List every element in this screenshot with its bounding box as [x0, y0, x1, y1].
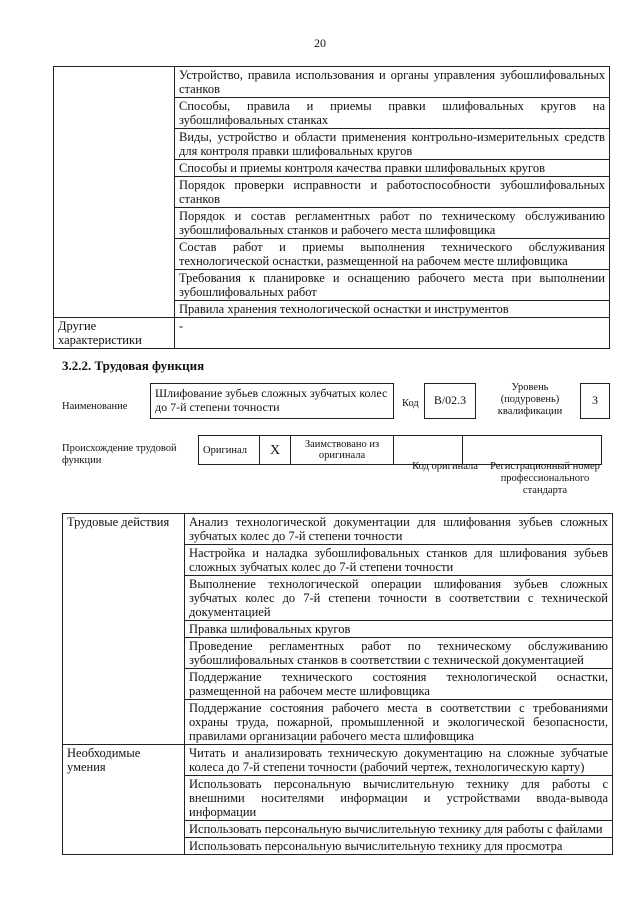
other-characteristics-value: - — [175, 318, 610, 349]
skills-label: Необходимые умения — [63, 745, 185, 855]
original-label: Оригинал — [199, 436, 260, 465]
table-cell: Виды, устройство и области применения контрольно-измерительных средств для контроля правки шлифовальных кругов — [175, 129, 610, 160]
table-row — [54, 67, 610, 98]
origin-label: Происхождение трудовой функции — [62, 443, 177, 466]
table-cell: Читать и анализировать техническую документацию на сложные зубчатые колеса до 7-й степени точности (рабочий чертеж, технологическую карту) — [185, 745, 613, 776]
code-label: Код — [402, 398, 419, 409]
level-label: Уровень (подуровень) квалификации — [497, 382, 563, 417]
code-original-caption: Код оригинала — [412, 461, 478, 472]
page-number: 20 — [314, 36, 326, 50]
reg-number-caption: Регистрационный номер профессионального стандарта — [490, 461, 600, 496]
knowledge-label-cell — [54, 67, 175, 318]
table-cell: Порядок проверки исправности и работоспособности зубошлифовальных станков — [175, 177, 610, 208]
labor-table — [62, 513, 613, 855]
labor-actions-label: Трудовые действия — [63, 514, 185, 745]
original-mark: X — [260, 436, 291, 465]
table-cell: Правила хранения технологической оснастки и инструментов — [175, 301, 610, 318]
table-row — [63, 745, 613, 776]
knowledge-table — [53, 66, 610, 349]
table-cell: Поддержание состояния рабочего места в соответствии с требованиями охраны труда, пожарной, промышленной и экологической безопасности, правилами организации рабочего места шлифовщика — [185, 700, 613, 745]
other-characteristics-label: Другие характеристики — [54, 318, 175, 349]
table-row — [54, 318, 610, 349]
table-cell: Порядок и состав регламентных работ по техническому обслуживанию зубошлифовальных станков и рабочего места шлифовщика — [175, 208, 610, 239]
table-cell: Настройка и наладка зубошлифовальных станков для шлифования зубьев сложных зубчатых колес до 7-й степени точности — [185, 545, 613, 576]
table-cell: Устройство, правила использования и органы управления зубошлифовальных станков — [175, 67, 610, 98]
table-cell: Способы и приемы контроля качества правки шлифовальных кругов — [175, 160, 610, 177]
table-cell: Проведение регламентных работ по техническому обслуживанию зубошлифовальных станков в соответствии с технической документацией — [185, 638, 613, 669]
table-cell: Выполнение технологической операции шлифования зубьев сложных зубчатых колес до 7-й степени точности в соответствии с технической документацией — [185, 576, 613, 621]
table-cell: Поддержание технического состояния технологической оснастки, размещенной на рабочем месте шлифовщика — [185, 669, 613, 700]
code-value-box: B/02.3 — [424, 383, 476, 419]
name-label: Наименование — [62, 401, 128, 412]
section-heading: 3.2.2. Трудовая функция — [62, 358, 205, 373]
borrowed-label: Заимствовано из оригинала — [291, 436, 394, 465]
table-cell: Способы, правила и приемы правки шлифовальных кругов на зубошлифовальных станках — [175, 98, 610, 129]
table-cell: Анализ технологической документации для шлифования зубьев сложных зубчатых колес до 7-й степени точности — [185, 514, 613, 545]
table-cell: Состав работ и приемы выполнения технического обслуживания технологической оснастки, размещенной на рабочем месте шлифовщика — [175, 239, 610, 270]
table-cell: Использовать персональную вычислительную технику для работы с файлами — [185, 821, 613, 838]
table-cell: Требования к планировке и оснащению рабочего места при выполнении зубошлифовальных работ — [175, 270, 610, 301]
function-name-box: Шлифование зубьев сложных зубчатых колес до 7-й степени точности — [150, 383, 394, 419]
table-cell: Правка шлифовальных кругов — [185, 621, 613, 638]
level-value-box: 3 — [580, 383, 610, 419]
table-cell: Использовать персональную вычислительную технику для работы с внешними носителями информации и устройствами ввода-вывода информации — [185, 776, 613, 821]
table-cell: Использовать персональную вычислительную технику для просмотра — [185, 838, 613, 855]
table-row — [63, 514, 613, 545]
